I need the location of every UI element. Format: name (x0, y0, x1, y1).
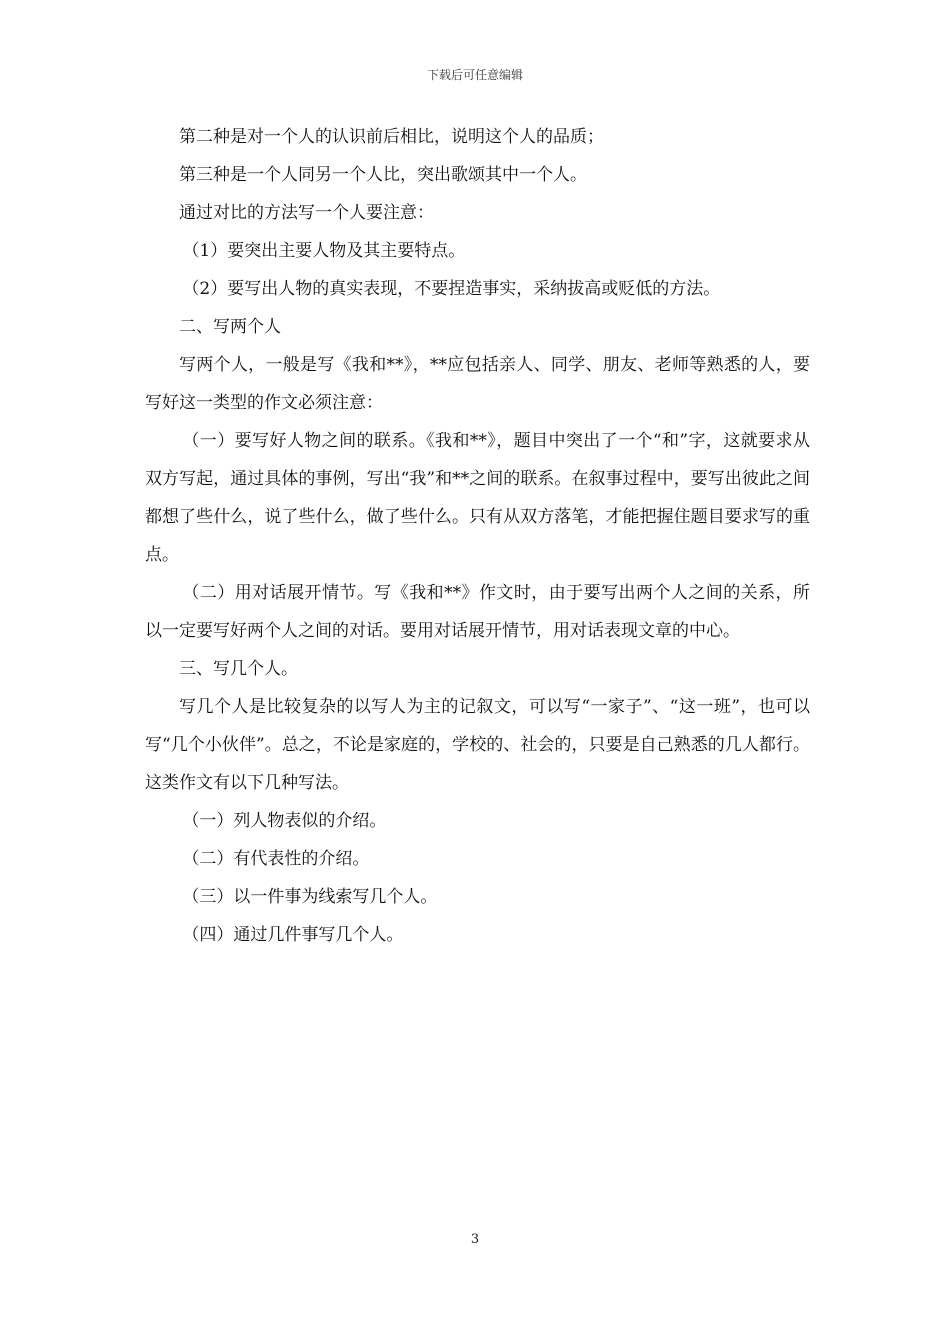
paragraph-method-2: （二）有代表性的介绍。 (182, 849, 370, 869)
section-heading-two-people: 二、写两个人 (179, 317, 281, 337)
paragraph-two-people-point-1: （一）要写好人物之间的联系。《我和**》，题目中突出了一个“和”字，这就要求从双方写起，通过具体的事例，写出“我”和**之间的联系。在叙事过程中，要写出彼此之间都想了些什么，说了些什么，做了些什么。只有从双方落笔，才能把握住题目要求写的重点。 (145, 431, 810, 565)
paragraph-method-4: （四）通过几件事写几个人。 (182, 925, 404, 945)
paragraph-note-1: （1）要突出主要人物及其主要特点。 (182, 241, 466, 261)
page-number: 3 (470, 1232, 480, 1247)
paragraph-two-people-point-2: （二）用对话展开情节。写《我和**》作文时，由于要写出两个人之间的关系，所以一定要写好两个人之间的对话。要用对话展开情节，用对话表现文章的中心。 (145, 583, 810, 641)
paragraph-comparison-type-2: 第二种是对一个人的认识前后相比，说明这个人的品质； (179, 127, 604, 147)
page-header: 下载后可任意编辑 (426, 68, 523, 82)
paragraph-note-2: （2）要写出人物的真实表现，不要捏造事实，采纳拔高或贬低的方法。 (182, 279, 721, 299)
paragraph-two-people-intro: 写两个人，一般是写《我和**》，**应包括亲人、同学、朋友、老师等熟悉的人，要写好这一类型的作文必须注意： (145, 355, 810, 413)
paragraph-method-3: （三）以一件事为线索写几个人。 (182, 887, 438, 907)
document-body (145, 118, 810, 954)
paragraph-comparison-notes-intro: 通过对比的方法写一个人要注意： (179, 203, 434, 223)
paragraph-several-people-intro: 写几个人是比较复杂的以写人为主的记叙文，可以写“一家子”、“这一班”，也可以写“几个小伙伴”。总之，不论是家庭的，学校的、社会的，只要是自己熟悉的几人都行。这类作文有以下几种写法。 (145, 697, 810, 793)
paragraph-method-1: （一）列人物表似的介绍。 (182, 811, 387, 831)
paragraph-comparison-type-3: 第三种是一个人同另一个人比，突出歌颂其中一个人。 (179, 165, 587, 185)
section-heading-several-people: 三、写几个人。 (179, 659, 298, 679)
